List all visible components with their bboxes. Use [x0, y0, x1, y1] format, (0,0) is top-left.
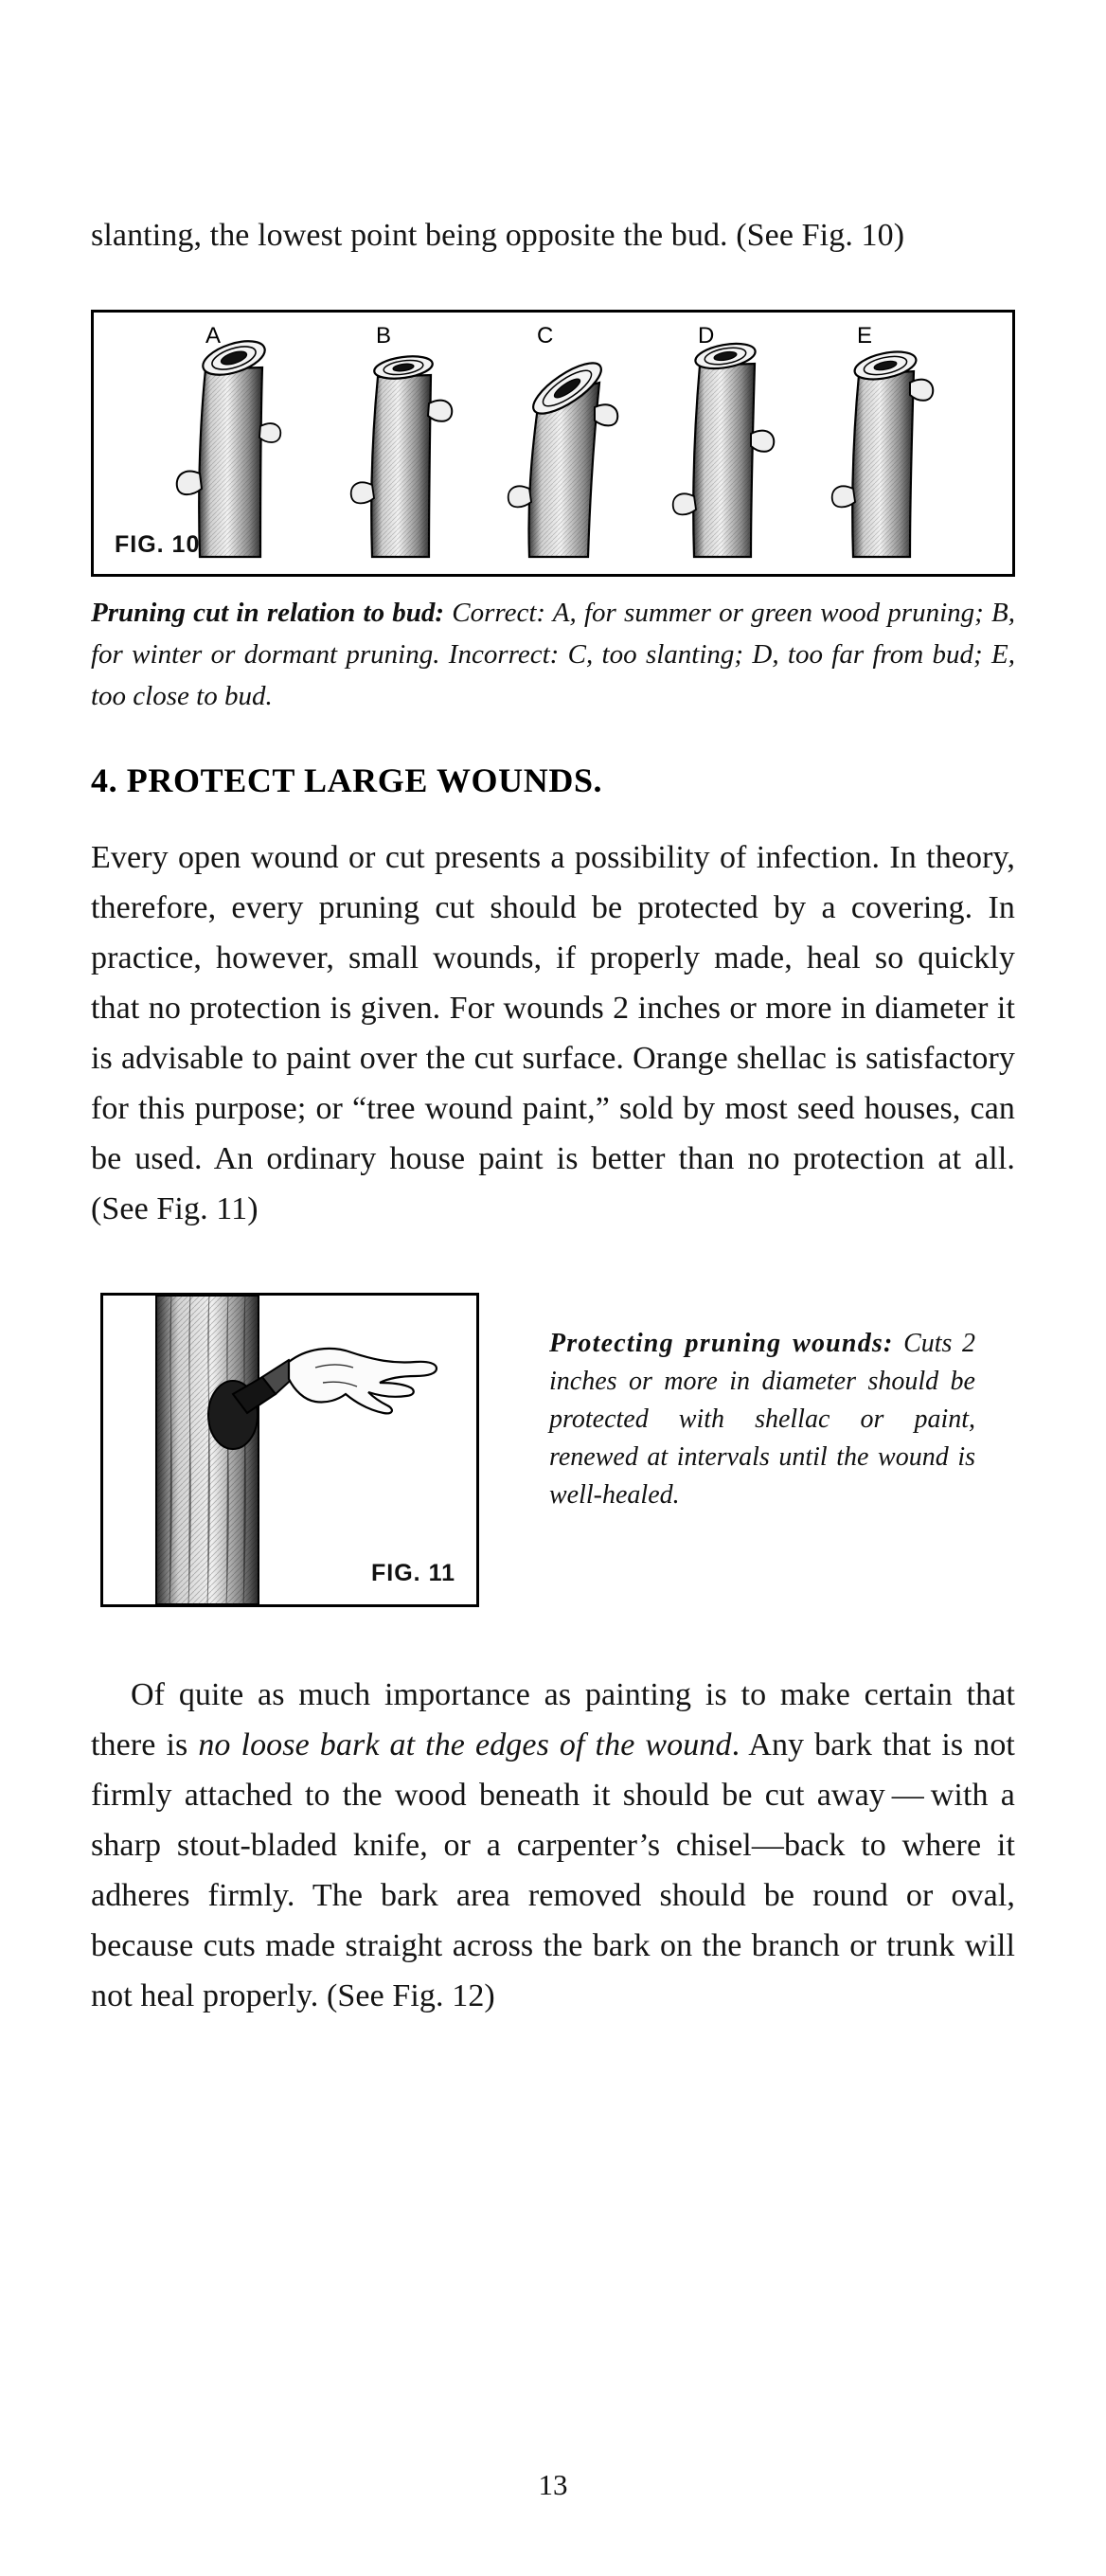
figure-11-caption-rest: Cuts 2 inches or more in diameter should be protected with shellac or paint, renewed at intervals until the wound is well-healed. — [549, 1329, 975, 1510]
figure-11-caption-bold: Protecting pruning wounds: — [549, 1329, 894, 1358]
paragraph-loose-bark — [91, 1670, 1015, 2021]
section-heading: 4. PROTECT LARGE WOUNDS. — [91, 761, 603, 799]
loose-bark-text-1: Of quite as much importance as painting is to make certain that there is — [91, 1677, 1015, 1762]
loose-bark-text-2: . Any bark that is not firmly attached to the wood beneath it should be cut away — with a sharp stout-bladed knife, or a carpenter’s chisel—back to where it adheres firmly. The bark area removed should be round or oval, because cuts made straight across the bark on the branch or trunk will not heal properly. (See Fig. 12) — [91, 1727, 1015, 2013]
figure-11-row — [91, 1293, 1015, 1607]
paragraph-top: slanting, the lowest point being opposite the bud. (See Fig. 10) — [91, 218, 905, 253]
figure-11-illustration — [103, 1296, 476, 1604]
stem-c — [508, 323, 618, 557]
svg-text:E: E — [857, 323, 873, 349]
figure-11-caption — [549, 1319, 975, 1514]
page-content — [91, 0, 1015, 2053]
paragraph-protect-wounds: Every open wound or cut presents a possibility of infection. In theory, therefore, every pruning cut should be protected by a covering. In practice, however, small wounds, if properly made, heal so quickly that no protection is given. For wounds 2 inches or more in diameter it is advisable to paint over the cut surface. Orange shellac is satisfactory for this purpose; or “tree wound paint,” sold by most seed houses, can be used. An ordinary house paint is better than no protection at all. (See Fig. 11) — [91, 840, 1015, 1226]
svg-text:C: C — [537, 323, 554, 349]
svg-text:A: A — [205, 323, 222, 349]
stem-a — [177, 323, 281, 557]
svg-text:D: D — [698, 323, 715, 349]
figure-10-label: FIG. 10 — [115, 531, 201, 558]
loose-bark-emphasis: no loose bark at the edges of the wound — [198, 1727, 732, 1762]
svg-text:B: B — [376, 323, 392, 349]
figure-11-label: FIG. 11 — [371, 1560, 455, 1586]
figure-10-caption-rest: Correct: A, for summer or green wood pruning; B, for winter or dormant pruning. Incorrect: C, too slanting; D, too far from bud; E, too close to bud. — [91, 598, 1015, 711]
stem-e — [832, 323, 934, 557]
figure-10 — [91, 310, 1015, 577]
figure-10-illustration — [94, 313, 1012, 574]
figure-10-caption — [91, 592, 1015, 717]
figure-11-frame — [100, 1293, 479, 1607]
figure-10-frame — [91, 310, 1015, 577]
page-number: 13 — [538, 2468, 568, 2501]
stem-d — [673, 323, 775, 557]
figure-10-caption-bold: Pruning cut in relation to bud: — [91, 598, 445, 628]
stem-b — [351, 323, 453, 557]
